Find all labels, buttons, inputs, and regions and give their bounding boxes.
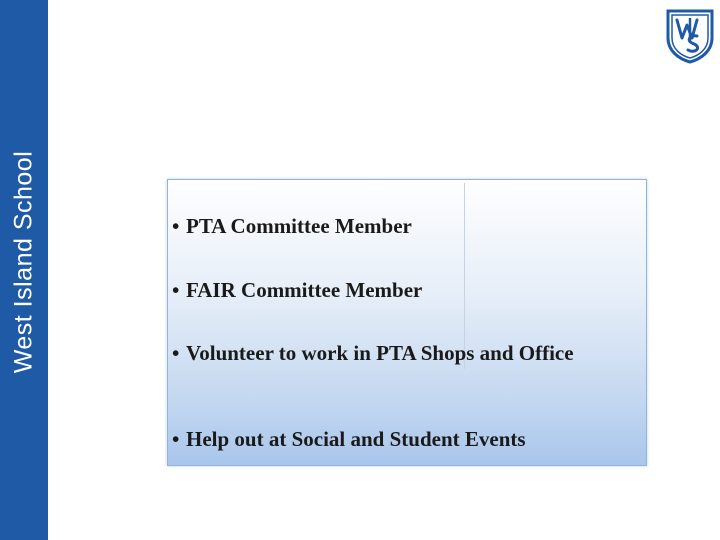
- bullet-item: [172, 278, 642, 302]
- bullet-text: Help out at Social and Student Events: [186, 427, 526, 451]
- bullet-dot: •: [172, 341, 180, 365]
- bullet-dot: •: [172, 214, 180, 238]
- bullet-text: PTA Committee Member: [186, 214, 412, 238]
- school-crest-icon: [664, 8, 716, 64]
- bullet-item: [172, 427, 642, 451]
- bullet-text: Volunteer to work in PTA Shops and Office: [186, 341, 574, 365]
- bullet-item: [172, 214, 642, 238]
- bullet-item: [172, 341, 642, 365]
- bullet-dot: •: [172, 278, 180, 302]
- bullet-text: FAIR Committee Member: [186, 278, 423, 302]
- bullet-dot: •: [172, 427, 180, 451]
- school-name: West Island School: [9, 150, 38, 374]
- side-bar: [0, 0, 48, 540]
